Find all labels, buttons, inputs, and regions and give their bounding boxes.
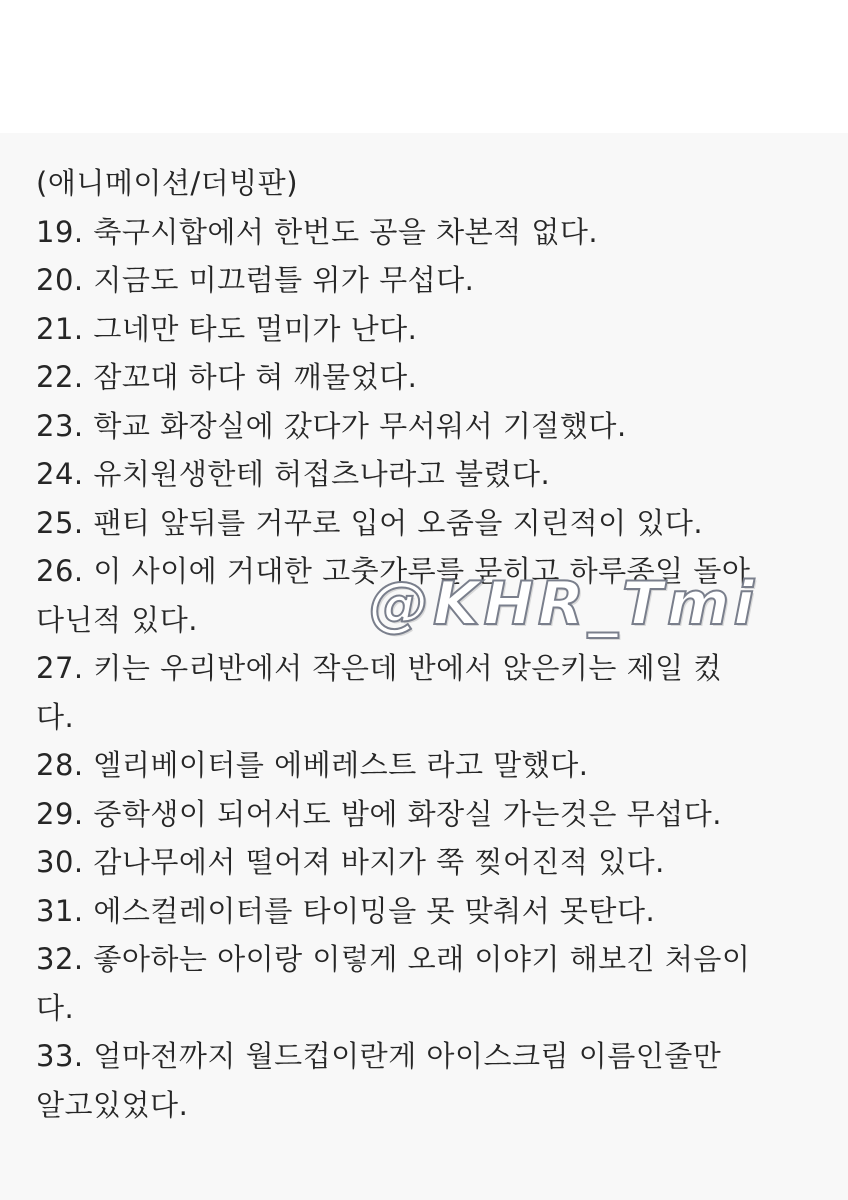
list-item: 20. 지금도 미끄럼틀 위가 무섭다. [36,263,475,297]
list-item: 33. 얼마전까지 월드컵이란게 아이스크림 이름인줄만 [36,1039,722,1073]
list-item: 19. 축구시합에서 한번도 공을 차본적 없다. [36,214,599,249]
watermark-text: @KHR_Tmi [369,569,758,639]
list-item: 26. 이 사이에 거대한 고춧가루를 묻히고 하루종일 돌아 [36,554,751,588]
list-item-continuation: 다닌적 있다. [36,602,199,637]
document-page [0,133,848,1200]
list-item-continuation: 다. [36,699,75,734]
list-item-continuation: 알고있었다. [36,1087,189,1122]
list-item: 24. 유치원생한테 허접츠나라고 불렸다. [36,457,551,491]
list-item: 21. 그네만 타도 멀미가 난다. [36,311,418,346]
list-item: 31. 에스컬레이터를 타이밍을 못 맞춰서 못탄다. [36,893,656,928]
list-item: 30. 감나무에서 떨어져 바지가 쭉 찢어진적 있다. [36,845,665,879]
list-item: 23. 학교 화장실에 갔다가 무서워서 기절했다. [36,408,627,443]
list-item: 28. 엘리베이터를 에베레스트 라고 말했다. [36,748,589,782]
list-item: 25. 팬티 앞뒤를 거꾸로 입어 오줌을 지린적이 있다. [36,505,704,540]
list-item: 27. 키는 우리반에서 작은데 반에서 앉은키는 제일 컸 [36,651,722,685]
list-item-continuation: 다. [36,990,75,1025]
document-content [36,159,826,1129]
list-item: 22. 잠꼬대 하다 혀 깨물었다. [36,360,418,394]
list-item: 32. 좋아하는 아이랑 이렇게 오래 이야기 해보긴 처음이 [36,942,751,976]
document-header: (애니메이션/더빙판) [36,166,299,200]
list-item: 29. 중학생이 되어서도 밤에 화장실 가는것은 무섭다. [36,796,722,831]
